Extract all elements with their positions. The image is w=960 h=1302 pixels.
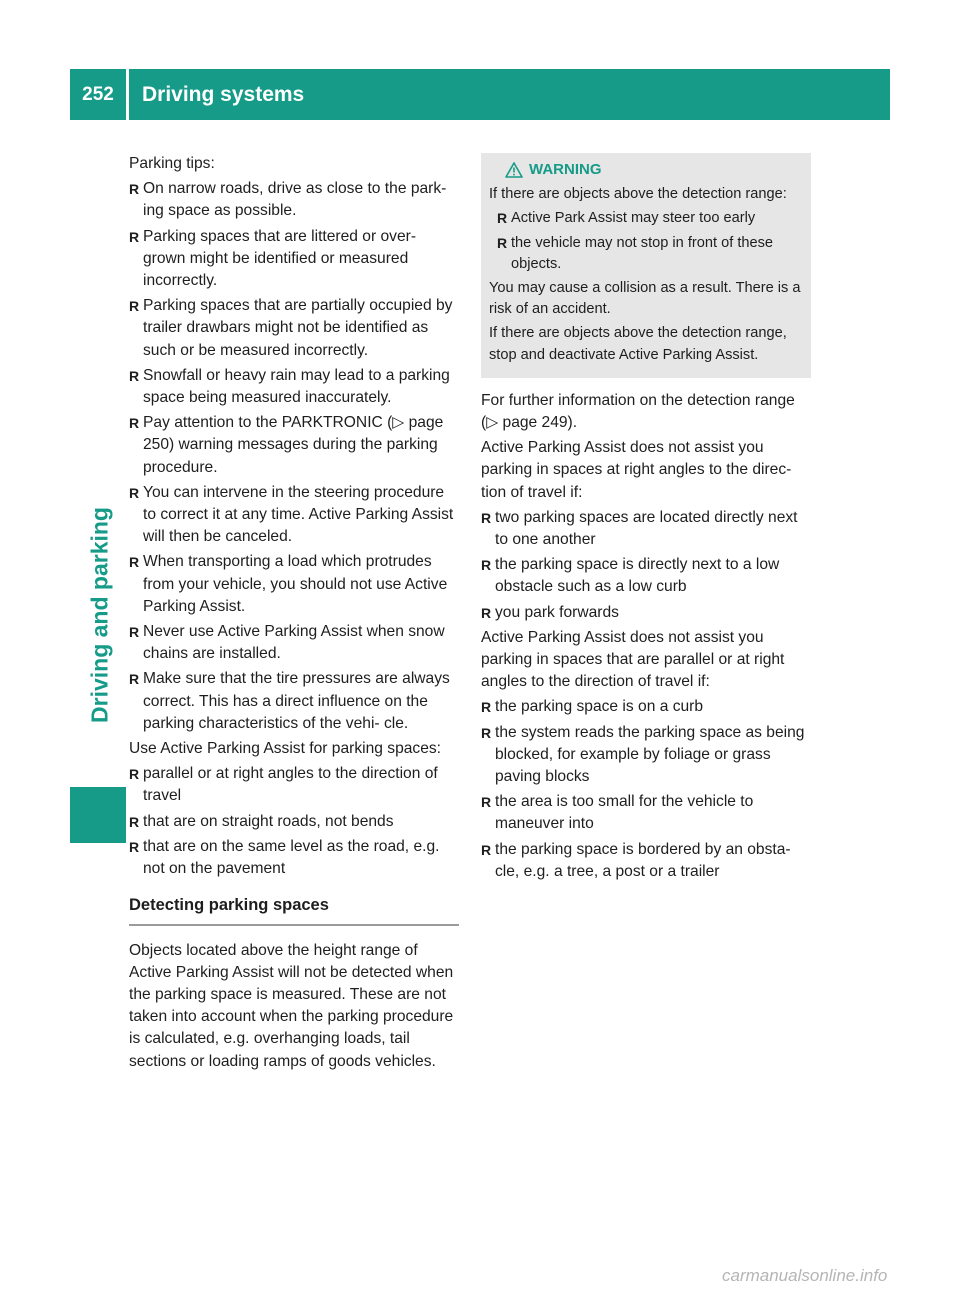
list-item: R the parking space is directly next to a low obstacle such as a low curb	[481, 556, 780, 596]
list-item: R Snowfall or heavy rain may lead to a parking space being measured inaccurately.	[129, 366, 450, 407]
list-item: R the vehicle may not stop in front of these objects.	[497, 234, 774, 272]
list-item: R On narrow roads, drive as close to the park- ing space as possible.	[129, 180, 447, 220]
use-intro: Use Active Parking Assist for parking spaces:	[129, 740, 442, 758]
bullet-icon: R	[481, 557, 492, 574]
side-chapter-text: Driving and parking	[86, 507, 113, 723]
bullet-icon: R	[129, 415, 140, 432]
detecting-heading: Detecting parking spaces	[129, 894, 459, 925]
list-item: R parallel or at right angles to the direction of travel	[129, 765, 438, 805]
list-item: R the parking space is on a curb	[481, 696, 811, 718]
bullet-icon: R	[129, 367, 140, 384]
bullet-icon: R	[129, 838, 140, 855]
bullet-icon: R	[481, 724, 492, 741]
list-item: R Make sure that the tire pressures are always correct. This has a direct influence on the parking characteristics of the vehi- cle.	[129, 670, 450, 732]
list-item: R Never use Active Parking Assist when snow chains are installed.	[129, 623, 445, 663]
bullet-icon: R	[497, 234, 508, 251]
warning-list	[489, 208, 803, 275]
list-item: R Parking spaces that are littered or over- grown might be identified or measured incorrectly.	[129, 227, 417, 290]
page-number: 252	[82, 84, 114, 105]
parking-tips-intro: Parking tips:	[129, 155, 215, 172]
bullet-icon: R	[129, 181, 140, 198]
bullet-icon: R	[129, 554, 140, 571]
list-item: R the system reads the parking space as being blocked, for example by foliage or grass paving blocks	[481, 723, 805, 786]
detecting-text: Objects located above the height range of Active Parking Assist will not be detected when the parking space is measured. These are not taken into account when the parking procedure is calculated, e.g. overhanging loads, tail sections or loading ramps of goods vehicles.	[129, 941, 454, 1070]
bullet-icon: R	[129, 671, 140, 688]
bullet-icon: R	[481, 604, 492, 621]
side-chapter-marker	[70, 787, 126, 843]
use-list	[129, 763, 459, 880]
right-angle-intro: Active Parking Assist does not assist you parking in spaces at right angles to the direc- tion of travel if:	[481, 439, 792, 501]
bullet-icon: R	[481, 794, 492, 811]
left-column	[129, 153, 459, 1076]
list-item: R the area is too small for the vehicle to maneuver into	[481, 793, 754, 833]
header-divider	[126, 69, 129, 120]
list-item: R you park forwards	[481, 602, 811, 624]
bullet-icon: R	[481, 841, 492, 858]
warning-risk: You may cause a collision as a result. There is a risk of an accident.	[489, 280, 801, 318]
bullet-icon: R	[129, 228, 140, 245]
bullet-icon: R	[129, 624, 140, 641]
list-item: R When transporting a load which protrudes from your vehicle, you should not use Active Parking Assist.	[129, 553, 448, 615]
warning-box	[481, 153, 811, 378]
warning-triangle-icon	[505, 162, 523, 178]
warning-header	[505, 159, 803, 180]
watermark: carmanualsonline.info	[722, 1266, 888, 1285]
bullet-icon: R	[129, 484, 140, 501]
list-item: R Active Park Assist may steer too early	[497, 208, 803, 229]
parallel-list	[481, 696, 811, 883]
warning-title: WARNING	[529, 161, 602, 178]
bullet-icon: R	[129, 766, 140, 783]
bullet-icon: R	[129, 298, 140, 315]
list-item: R two parking spaces are located directly next to one another	[481, 508, 798, 549]
warning-action: If there are objects above the detection range, stop and deactivate Active Parking Assist.	[489, 325, 787, 363]
list-item: R Pay attention to the PARKTRONIC (▷ page 250) warning messages during the parking procedure.	[129, 414, 444, 476]
list-item: R the parking space is bordered by an obsta- cle, e.g. a tree, a post or a trailer	[481, 840, 791, 880]
side-chapter-label	[80, 450, 120, 780]
bullet-icon: R	[129, 813, 140, 830]
bullet-icon: R	[481, 699, 492, 716]
list-item: R that are on the same level as the road, e.g. not on the pavement	[129, 837, 440, 878]
list-item: R You can intervene in the steering procedure to correct it at any time. Active Parking Assist will then be canceled.	[129, 483, 454, 546]
bullet-icon: R	[497, 210, 508, 227]
warning-intro: If there are objects above the detection range:	[489, 186, 787, 203]
bullet-icon: R	[481, 509, 492, 526]
parallel-intro: Active Parking Assist does not assist you parking in spaces that are parallel or at right angles to the direction of travel if:	[481, 628, 785, 691]
section-title: Driving systems	[142, 83, 305, 106]
parking-tips-list	[129, 178, 459, 735]
list-item: R that are on straight roads, not bends	[129, 811, 459, 833]
further-info: For further information on the detection range (▷ page 249).	[481, 391, 795, 432]
right-angle-list	[481, 507, 811, 624]
right-column	[481, 153, 811, 886]
list-item: R Parking spaces that are partially occupied by trailer drawbars might not be identified as such or be measured incorrectly.	[129, 297, 453, 359]
